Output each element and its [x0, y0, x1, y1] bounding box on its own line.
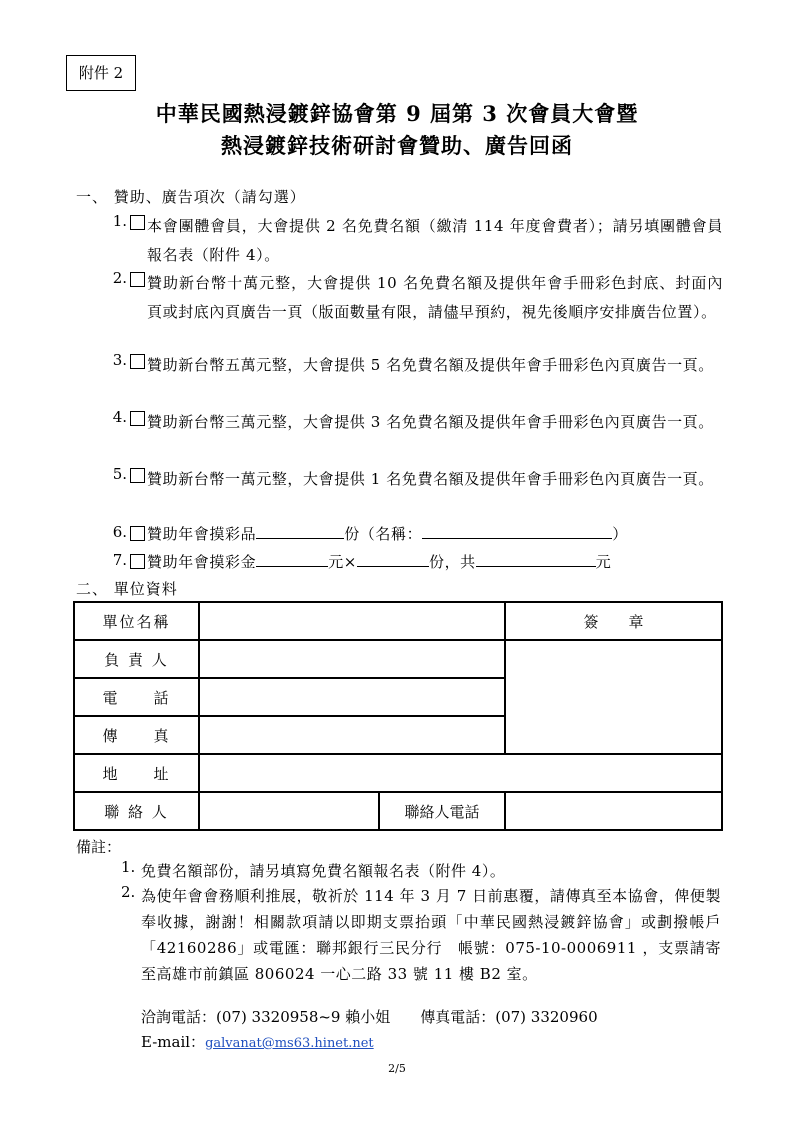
option-number: 2. — [112, 269, 127, 287]
option-number: 4. — [112, 408, 127, 426]
seal-field[interactable] — [505, 640, 722, 754]
option-text — [147, 523, 723, 545]
attachment-label: 附件 2 — [66, 55, 136, 91]
address-field[interactable] — [199, 754, 722, 792]
option-number: 5. — [112, 465, 127, 483]
prize-name-label: 份（名稱： — [344, 525, 423, 543]
option-checkbox-3[interactable] — [130, 354, 145, 369]
option-text: 贊助新台幣十萬元整，大會提供 10 名免費名額及提供年會手冊彩色封底、封面內頁或封底內頁廣告一頁（版面數量有限，請儘早預約，視先後順序安排廣告位置）。 — [147, 274, 723, 321]
note-number: 1. — [121, 858, 136, 876]
cash-amount-blank[interactable] — [256, 552, 328, 567]
contact-phone-field[interactable] — [505, 792, 722, 830]
option-checkbox-6[interactable] — [130, 526, 145, 541]
fax-label: 傳 真 — [74, 716, 199, 754]
option-text: 本會團體會員，大會提供 2 名免費名額（繳清 114 年度會費者）；請另填團體會員報名表（附件 4）。 — [147, 217, 723, 264]
section-2-heading: 二、 單位資料 — [76, 580, 178, 598]
close-paren: ） — [612, 525, 628, 543]
address-label: 地 址 — [74, 754, 199, 792]
phone-field[interactable] — [199, 678, 505, 716]
option-text — [147, 551, 723, 573]
page-number: 2/5 — [388, 1062, 406, 1075]
responsible-label: 負 責 人 — [74, 640, 199, 678]
unit-name-label: 單位名稱 — [74, 602, 199, 640]
option-checkbox-4[interactable] — [130, 411, 145, 426]
email-label: E-mail： — [141, 1033, 206, 1051]
contact-phone-label: 聯絡人電話 — [379, 792, 505, 830]
cash-label: 贊助年會摸彩金 — [147, 553, 257, 571]
seal-label: 簽 章 — [505, 602, 722, 640]
option-number: 6. — [112, 523, 127, 541]
prize-label: 贊助年會摸彩品 — [147, 525, 257, 543]
option-number: 1. — [112, 212, 127, 230]
cash-total-unit: 元 — [595, 553, 612, 571]
option-checkbox-2[interactable] — [130, 272, 145, 287]
inquiry-line: 洽詢電話：(07) 3320958~9 賴小姐 傳真電話：(07) 3320960 — [141, 1008, 598, 1026]
email-link[interactable]: galvanat@ms63.hinet.net — [205, 1036, 374, 1051]
title-line-1: 中華民國熱浸鍍鋅協會第 9 屆第 3 次會員大會暨 — [155, 101, 639, 126]
notes-heading: 備註： — [76, 838, 122, 856]
option-checkbox-5[interactable] — [130, 468, 145, 483]
prize-quantity-blank[interactable] — [256, 524, 344, 539]
section-1-heading: 一、 贊助、廣告項次（請勾選） — [76, 188, 306, 206]
cash-unit: 元× — [328, 553, 357, 571]
email-line — [141, 1031, 374, 1052]
unit-info-table — [73, 601, 723, 831]
phone-label: 電 話 — [74, 678, 199, 716]
option-text: 贊助新台幣一萬元整，大會提供 1 名免費名額及提供年會手冊彩色內頁廣告一頁。 — [147, 470, 714, 488]
option-checkbox-1[interactable] — [130, 215, 145, 230]
option-number: 7. — [112, 551, 127, 569]
note-text: 免費名額部份，請另填寫免費名額報名表（附件 4）。 — [141, 862, 506, 880]
fax-field[interactable] — [199, 716, 505, 754]
unit-name-field[interactable] — [199, 602, 505, 640]
option-text: 贊助新台幣三萬元整，大會提供 3 名免費名額及提供年會手冊彩色內頁廣告一頁。 — [147, 413, 714, 431]
option-text: 贊助新台幣五萬元整，大會提供 5 名免費名額及提供年會手冊彩色內頁廣告一頁。 — [147, 356, 714, 374]
note-number: 2. — [121, 883, 136, 901]
prize-name-blank[interactable] — [422, 524, 612, 539]
option-checkbox-7[interactable] — [130, 554, 145, 569]
cash-total-blank[interactable] — [476, 552, 596, 567]
cash-quantity-blank[interactable] — [357, 552, 429, 567]
contact-label: 聯 絡 人 — [74, 792, 199, 830]
option-number: 3. — [112, 351, 127, 369]
cash-total-label: 份，共 — [428, 553, 476, 571]
note-text: 為使年會會務順利推展，敬祈於 114 年 3 月 7 日前惠覆，請傳真至本協會，俾便製奉收據，謝謝！相關款項請以即期支票抬頭「中華民國熱浸鍍鋅協會」或劃撥帳戶「42160286」或電匯：聯邦銀行三民分行 帳號：075-10-0006911 ，支票請寄至高雄市前鎮區 806024 一心二路 33 號 11 樓 B2 室。 — [141, 887, 721, 983]
title-line-2: 熱浸鍍鋅技術研討會贊助、廣告回函 — [221, 133, 573, 158]
responsible-field[interactable] — [199, 640, 505, 678]
contact-field[interactable] — [199, 792, 379, 830]
